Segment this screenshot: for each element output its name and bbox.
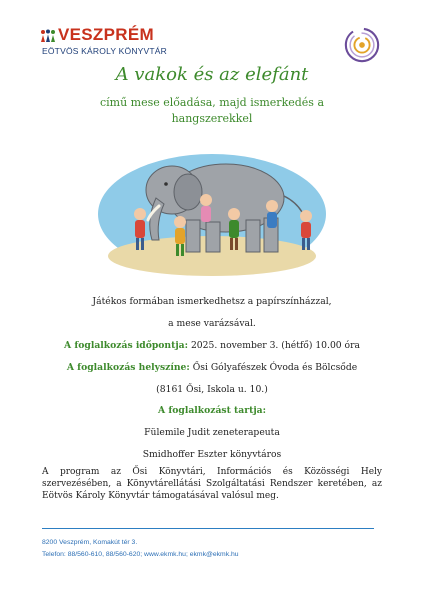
venue-row	[30, 362, 394, 374]
date-row	[30, 340, 394, 352]
venue-label: A foglalkozás helyszíne:	[66, 362, 190, 373]
logo-name: VESZPRÉM	[58, 25, 154, 44]
venue-value: Ősi Gólyafészek Óvoda és Bölcsőde	[192, 362, 358, 373]
event-subtitle: című mese előadása, majd ismerkedés a hangszerekkel	[99, 96, 324, 125]
logo-subtitle: EÖTVÖS KÁROLY KÖNYVTÁR	[42, 46, 168, 56]
venue-address: (8161 Ősi, Iskola u. 10.)	[156, 384, 268, 395]
library-emblem-icon	[343, 26, 381, 64]
intro-line-1: Játékos formában ismerkedhetsz a papírszínházzal,	[92, 296, 332, 307]
intro-line-2: a mese varázsával.	[168, 318, 256, 329]
event-title: A vakok és az elefánt	[115, 64, 309, 85]
leader-1: Fülemile Judit zeneterapeuta	[144, 427, 280, 438]
leader-2: Smidhoffer Eszter könyvtáros	[142, 449, 282, 460]
people-figure-icon	[40, 29, 56, 43]
elephant-children-illustration	[96, 140, 328, 280]
date-value: 2025. november 3. (hétfő) 10.00 óra	[190, 340, 360, 351]
footer-contact: Telefon: 88/560-610, 88/560-620; www.ekmk.hu; ekmk@ekmk.hu	[42, 551, 239, 558]
date-label: A foglalkozás időpontja:	[64, 340, 189, 351]
footer-divider	[42, 528, 374, 529]
library-logo	[40, 26, 180, 58]
leaders-label: A foglalkozást tartja:	[158, 405, 266, 416]
organizer-paragraph: A program az Ősi Könyvtári, Információs és Közösségi Hely szervezésében, a Könyvtárellátási Szolgáltatási Rendszer keretében, az Eötvös Károly Könyvtár támogatásával valósul meg.	[42, 467, 382, 501]
footer-address: 8200 Veszprém, Komakút tér 3.	[42, 539, 138, 546]
